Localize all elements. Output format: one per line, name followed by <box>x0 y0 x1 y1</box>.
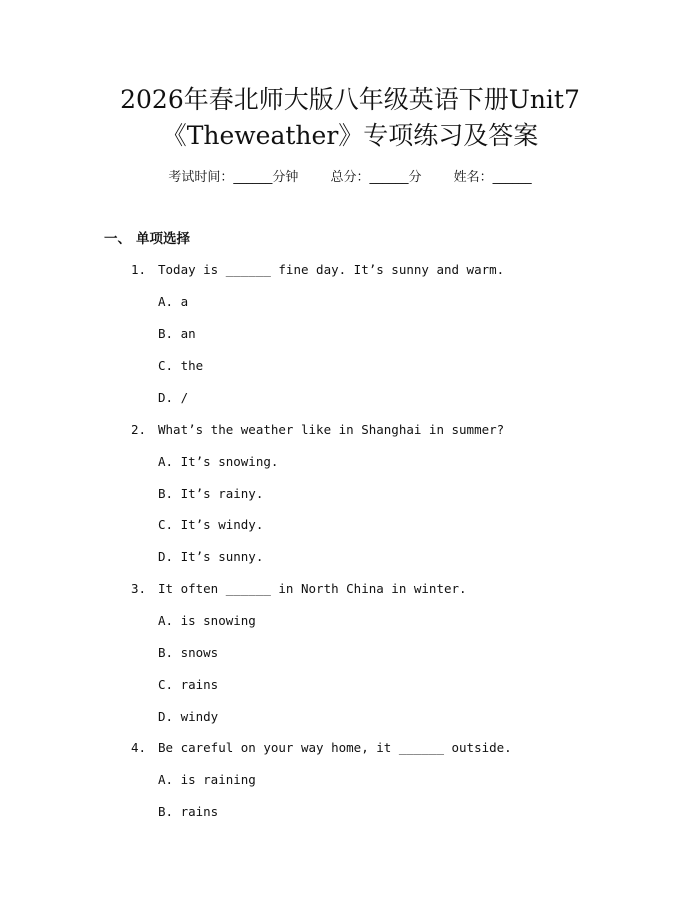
question-text: It often ______ in North China in winter. <box>158 581 467 596</box>
answer-option: D. / <box>158 390 189 405</box>
section-heading <box>104 229 190 249</box>
question-number: 1. <box>131 262 147 277</box>
answer-option: A. a <box>158 294 189 309</box>
total-score-field: 总分：______分 <box>330 170 422 185</box>
question-text: What’s the weather like in Shanghai in summer? <box>158 422 505 437</box>
answer-option: C. It’s windy. <box>158 517 264 532</box>
answer-option: D. windy <box>158 709 219 724</box>
document-title-line-2: 《Theweather》专项练习及答案 <box>161 121 539 150</box>
answer-option: B. It’s rainy. <box>158 486 264 501</box>
answer-option: C. rains <box>158 677 219 692</box>
answer-option: D. It’s sunny. <box>158 549 264 564</box>
question-number: 3. <box>131 581 147 596</box>
student-name-field: 姓名：______ <box>453 170 532 185</box>
document-title-line-1: 2026年春北师大版八年级英语下册Unit7 <box>120 85 580 114</box>
question-number: 4. <box>131 740 147 755</box>
question-text: Be careful on your way home, it ______ outside. <box>158 740 512 755</box>
exam-meta <box>0 168 700 188</box>
answer-option: B. rains <box>158 804 219 819</box>
answer-option: A. is raining <box>158 772 256 787</box>
exam-time-field: 考试时间：______分钟 <box>168 170 299 185</box>
question-number: 2. <box>131 422 147 437</box>
answer-option: A. is snowing <box>158 613 256 628</box>
answer-option: A. It’s snowing. <box>158 454 279 469</box>
section-number: 一、 <box>104 231 131 247</box>
section-title: 单项选择 <box>136 231 190 247</box>
answer-option: B. an <box>158 326 196 341</box>
answer-option: C. the <box>158 358 204 373</box>
question-text: Today is ______ fine day. It’s sunny and warm. <box>158 262 505 277</box>
answer-option: B. snows <box>158 645 219 660</box>
